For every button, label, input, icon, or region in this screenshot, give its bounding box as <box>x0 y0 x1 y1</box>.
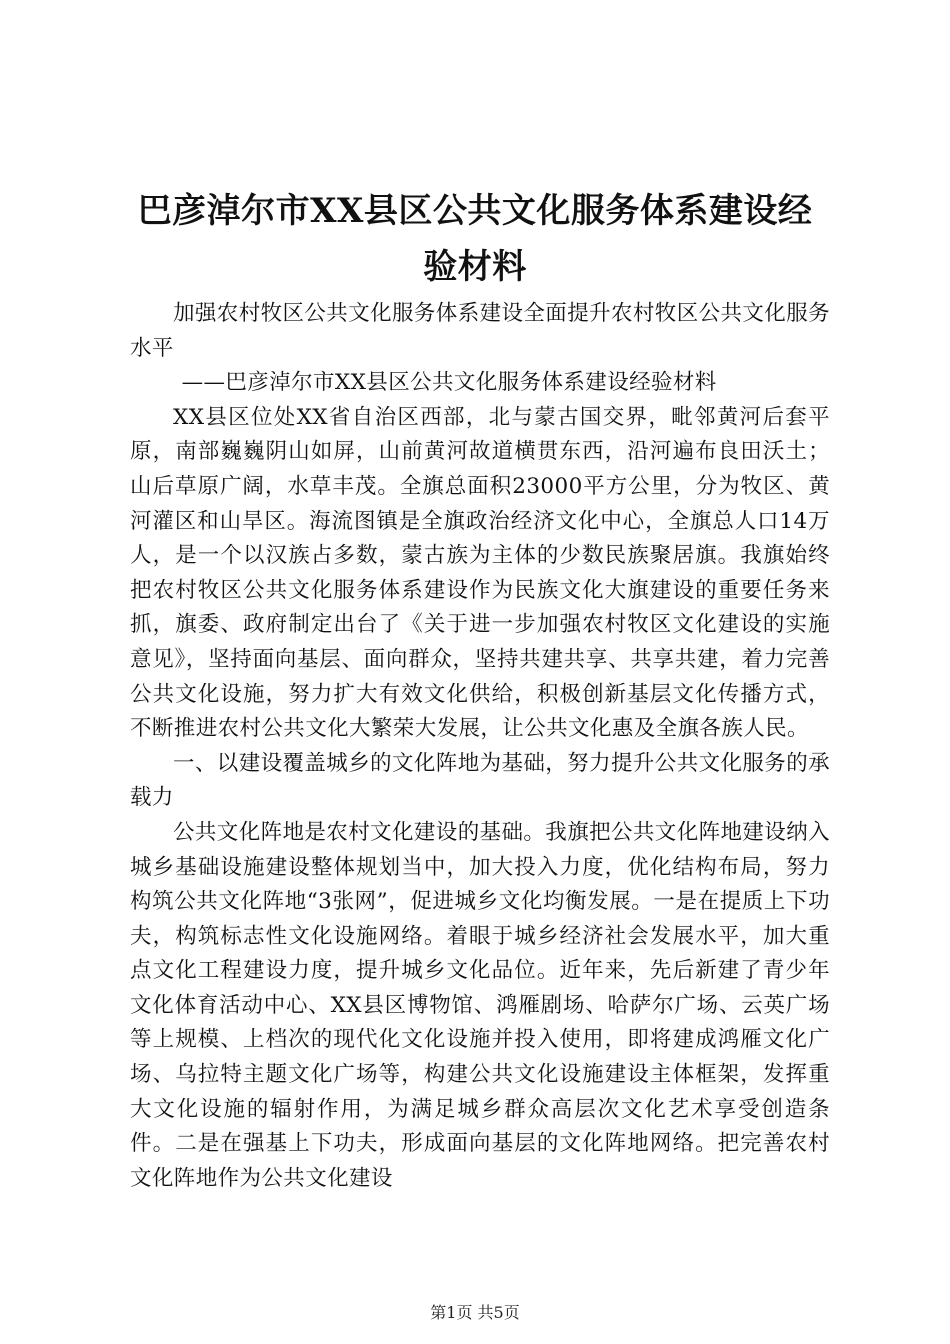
page-footer: 第1页 共5页 <box>430 1303 520 1322</box>
section-heading-1: 一、以建设覆盖城乡的文化阵地为基础，努力提升公共文化服务的承载力 <box>130 750 831 811</box>
section-body-paragraph: 公共文化阵地是农村文化建设的基础。我旗把公共文化阵地建设纳入城乡基础设施建设整体规划当中，加大投入力度，优化结构布局，努力构筑公共文化阵地“3张网”，促进城乡文化均衡发展。一是在提质上下功夫，构筑标志性文化设施网络。着眼于城乡经济社会发展水平，加大重点文化工程建设力度，提升城乡文化品位。近年来，先后新建了青少年文化体育活动中心、XX县区博物馆、鸿雁剧场、哈萨尔广场、云英广场等上规模、上档次的现代化文化设施并投入使用，即将建成鸿雁文化广场、乌拉特主题文化广场等，构建公共文化设施建设主体框架，发挥重大文化设施的辐射作用，为满足城乡群众高层次文化艺术享受创造条件。二是在强基上下功夫，形成面向基层的文化阵地网络。把完善农村文化阵地作为公共文化建设 <box>130 819 831 1191</box>
subtitle-paragraph: ——巴彦淖尔市XX县区公共文化服务体系建设经验材料 <box>181 370 717 396</box>
document-body <box>130 297 830 1196</box>
document-title-line-1: 巴彦淖尔市XX县区公共文化服务体系建设经 <box>137 191 813 231</box>
document-title-line-2: 验材料 <box>423 247 527 287</box>
heading-paragraph: 加强农村牧区公共文化服务体系建设全面提升农村牧区公共文化服务水平 <box>130 301 831 361</box>
intro-paragraph: XX县区位处XX省自治区西部，北与蒙古国交界，毗邻黄河后套平原，南部巍巍阴山如屏，山前黄河故道横贯东西，沿河遍布良田沃土；山后草原广阔，水草丰茂。全旗总面积23000平方公里，分为牧区、黄河灌区和山旱区。海流图镇是全旗政治经济文化中心，全旗总人口14万人，是一个以汉族占多数，蒙古族为主体的少数民族聚居旗。我旗始终把农村牧区公共文化服务体系建设作为民族文化大旗建设的重要任务来抓，旗委、政府制定出台了《关于进一步加强农村牧区文化建设的实施意见》，坚持面向基层、面向群众，坚持共建共享、共享共建，着力完善公共文化设施，努力扩大有效文化供给，积极创新基层文化传播方式，不断推进农村公共文化大繁荣大发展，让公共文化惠及全旗各族人民。 <box>130 404 830 742</box>
